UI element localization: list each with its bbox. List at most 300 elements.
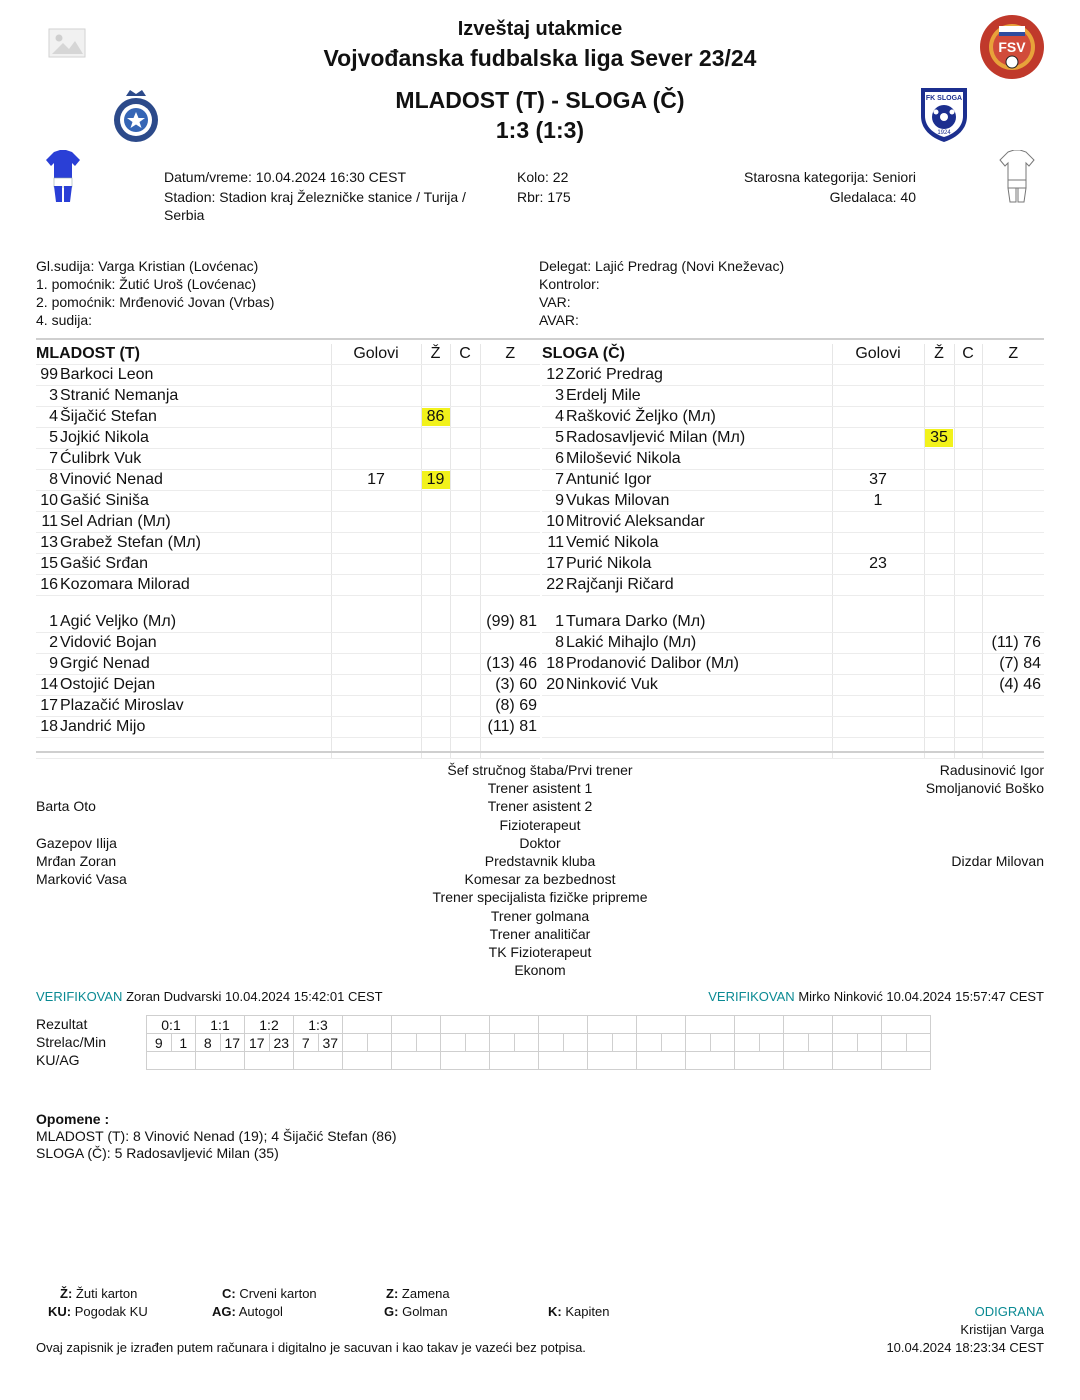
away-staff-name: Dizdar Milovan — [951, 852, 1044, 869]
ku-ag-cell — [245, 1052, 294, 1070]
player-number: 13 — [40, 534, 58, 551]
yellow-card-cell — [924, 470, 954, 491]
player-cell — [542, 675, 832, 696]
player-cell — [542, 717, 832, 738]
col-sub: Z — [982, 344, 1044, 365]
player-row — [36, 612, 540, 633]
yellow-card-cell — [924, 654, 954, 675]
report-timestamp: 10.04.2024 18:23:34 CEST — [886, 1340, 1044, 1355]
roster-header-row — [542, 344, 1044, 365]
match-round: Kolo: 22 — [517, 169, 569, 185]
staff-section — [36, 761, 1044, 979]
goals-cell — [832, 696, 924, 717]
staff-role: Trener asistent 1 — [487, 780, 593, 797]
red-card-cell — [954, 428, 982, 449]
result-row — [147, 1016, 931, 1034]
player-name: Erdelj Mile — [566, 387, 641, 404]
player-row — [542, 696, 1044, 717]
player-row — [36, 717, 540, 738]
substitution-cell — [982, 575, 1044, 596]
red-card-cell — [954, 491, 982, 512]
legend-goalkeeper: G: Golman — [384, 1304, 448, 1319]
result-cell — [539, 1016, 588, 1034]
player-name: Jandrić Mijo — [60, 718, 146, 735]
goals-cell — [331, 675, 421, 696]
goal-minute — [612, 1034, 637, 1052]
player-cell — [36, 554, 331, 575]
goals-cell: 17 — [331, 470, 421, 491]
goals-cell — [832, 512, 924, 533]
col-goals: Golovi — [331, 344, 421, 365]
substitution-cell — [982, 449, 1044, 470]
player-cell — [36, 470, 331, 491]
result-cell — [833, 1016, 882, 1034]
home-kit-icon — [44, 150, 82, 206]
substitution-cell: (11) 81 — [480, 717, 540, 738]
yellow-card-cell — [924, 512, 954, 533]
col-red: C — [450, 344, 480, 365]
player-row — [542, 365, 1044, 386]
player-row — [542, 470, 1044, 491]
scorer-number — [588, 1034, 613, 1052]
player-number: 8 — [555, 634, 564, 651]
player-number: 9 — [555, 492, 564, 509]
player-name: Plazačić Miroslav — [60, 697, 184, 714]
substitution-cell — [480, 470, 540, 491]
player-cell — [36, 491, 331, 512]
away-verification — [544, 988, 1044, 1005]
player-cell — [542, 654, 832, 675]
team-name: SLOGA (Č) — [542, 344, 832, 365]
result-cell — [490, 1016, 539, 1034]
staff-role: Trener asistent 2 — [487, 798, 593, 815]
player-cell — [542, 428, 832, 449]
staff-role: Trener specijalista fizičke pripreme — [432, 889, 648, 906]
player-name: Mitrović Aleksandar — [566, 513, 705, 530]
player-row — [542, 428, 1044, 449]
staff-role: Predstavnik kluba — [484, 852, 596, 869]
player-cell — [36, 717, 331, 738]
player-name: Jojkić Nikola — [60, 429, 149, 446]
ku-ag-cell — [490, 1052, 539, 1070]
substitution-cell — [480, 554, 540, 575]
result-cell: 0:1 — [147, 1016, 196, 1034]
player-number: 20 — [546, 676, 564, 693]
player-name: Prodanović Dalibor (Mл) — [566, 655, 739, 672]
yellow-card-cell — [924, 554, 954, 575]
yellow-card-cell — [421, 512, 450, 533]
player-name: Vemić Nikola — [566, 534, 659, 551]
yellow-card-cell — [421, 470, 450, 491]
col-red: C — [954, 344, 982, 365]
player-number: 14 — [40, 676, 58, 693]
ku-ag-cell — [784, 1052, 833, 1070]
staff-role: Šef stručnog štaba/Prvi trener — [447, 762, 633, 778]
goals-cell — [832, 449, 924, 470]
svg-text:FSV: FSV — [998, 39, 1026, 55]
substitution-cell — [982, 491, 1044, 512]
away-kit-icon — [998, 150, 1036, 206]
away-staff-name: Radusinović Igor — [939, 762, 1044, 778]
red-card-cell — [450, 365, 480, 386]
player-number: 5 — [49, 429, 58, 446]
svg-text:1924: 1924 — [937, 130, 951, 136]
staff-row — [36, 961, 1044, 979]
player-number: 4 — [555, 408, 564, 425]
player-cell — [542, 512, 832, 533]
red-card-cell — [954, 470, 982, 491]
player-row — [36, 575, 540, 596]
staff-row — [36, 834, 1044, 852]
player-name: Sel Adrian (Mл) — [60, 513, 171, 530]
player-number: 10 — [546, 513, 564, 530]
score-row-label-ku-ag: KU/AG — [36, 1052, 80, 1068]
match-rbr: Rbr: 175 — [517, 189, 571, 205]
result-cell — [784, 1016, 833, 1034]
player-number: 7 — [555, 471, 564, 488]
staff-row — [36, 797, 1044, 815]
result-cell: 1:2 — [245, 1016, 294, 1034]
league-title: Vojvođanska fudbalska liga Sever 23/24 — [323, 45, 757, 71]
goals-cell — [331, 738, 421, 759]
staff-role: Doktor — [519, 834, 561, 851]
scorer-number — [539, 1034, 564, 1052]
red-card-cell — [954, 533, 982, 554]
substitution-cell — [982, 717, 1044, 738]
player-number: 6 — [555, 450, 564, 467]
player-number: 5 — [555, 429, 564, 446]
scorer-number: 8 — [196, 1034, 221, 1052]
substitution-cell: (99) 81 — [480, 612, 540, 633]
goals-cell — [331, 365, 421, 386]
result-cell: 1:1 — [196, 1016, 245, 1034]
substitution-cell: (8) 69 — [480, 696, 540, 717]
staff-row — [36, 761, 1044, 779]
substitution-cell — [480, 512, 540, 533]
ku-ag-cell — [392, 1052, 441, 1070]
red-card-cell — [450, 696, 480, 717]
red-card-cell — [450, 675, 480, 696]
spacer-row — [36, 596, 540, 613]
player-row — [542, 575, 1044, 596]
col-sub: Z — [480, 344, 540, 365]
goals-cell — [832, 575, 924, 596]
goal-minute — [808, 1034, 833, 1052]
yellow-card-cell — [924, 696, 954, 717]
player-name: Purić Nikola — [566, 555, 652, 572]
ku-ag-cell — [882, 1052, 931, 1070]
yellow-card-cell — [421, 675, 450, 696]
goal-minute — [563, 1034, 588, 1052]
red-card-cell — [954, 696, 982, 717]
player-name: Stranić Nemanja — [60, 387, 179, 404]
red-card-cell — [450, 386, 480, 407]
ku-ag-cell — [588, 1052, 637, 1070]
player-row — [36, 428, 540, 449]
yellow-card-cell — [924, 386, 954, 407]
player-name: Vukas Milovan — [566, 492, 670, 509]
match-score: 1:3 (1:3) — [495, 117, 585, 143]
goals-cell — [331, 428, 421, 449]
yellow-card-cell — [421, 386, 450, 407]
goal-minute — [710, 1034, 735, 1052]
yellow-card-minute: 19 — [422, 471, 450, 489]
substitution-cell — [982, 554, 1044, 575]
scorer-number — [392, 1034, 417, 1052]
player-number: 12 — [546, 366, 564, 383]
player-number: 2 — [49, 634, 58, 651]
staff-row — [36, 870, 1044, 888]
player-row — [36, 554, 540, 575]
substitution-cell: (11) 76 — [982, 633, 1044, 654]
player-row — [542, 612, 1044, 633]
red-card-cell — [954, 612, 982, 633]
player-cell — [36, 575, 331, 596]
col-yellow: Ž — [924, 344, 954, 365]
home-staff-name: Mrđan Zoran — [36, 852, 117, 869]
player-number: 10 — [40, 492, 58, 509]
scorer-row — [147, 1034, 931, 1052]
staff-role: Komesar za bezbednost — [464, 871, 616, 888]
player-row — [542, 449, 1044, 470]
staff-row — [36, 852, 1044, 870]
match-datetime: Datum/vreme: 10.04.2024 16:30 CEST — [164, 169, 407, 185]
verified-label: VERIFIKOVAN — [36, 989, 123, 1004]
player-number: 7 — [49, 450, 58, 467]
staff-role: Ekonom — [514, 962, 566, 979]
scorer-number — [637, 1034, 662, 1052]
home-staff-name: Gazepov Ilija — [36, 834, 117, 851]
red-card-cell — [450, 654, 480, 675]
player-name: Ćulibrk Vuk — [60, 450, 142, 467]
ku-ag-cell — [833, 1052, 882, 1070]
player-row — [36, 407, 540, 428]
verified-label: VERIFIKOVAN — [708, 989, 795, 1004]
red-card-cell — [954, 449, 982, 470]
staff-row — [36, 925, 1044, 943]
staff-role: Trener analitičar — [489, 925, 591, 942]
goals-cell: 37 — [832, 470, 924, 491]
player-cell — [36, 696, 331, 717]
red-card-cell — [450, 512, 480, 533]
substitution-cell — [982, 612, 1044, 633]
match-status: ODIGRANA — [974, 1304, 1044, 1319]
player-name: Kozomara Milorad — [60, 576, 190, 593]
scorer-number — [343, 1034, 368, 1052]
scorer-number: 7 — [294, 1034, 319, 1052]
yellow-card-cell — [924, 738, 954, 759]
player-number: 22 — [546, 576, 564, 593]
legend-corner-goal: KU: Pogodak KU — [48, 1304, 148, 1319]
player-row — [36, 675, 540, 696]
home-verification — [36, 988, 536, 1005]
substitution-cell — [982, 470, 1044, 491]
player-cell — [36, 738, 331, 759]
goals-cell: 23 — [832, 554, 924, 575]
ku-ag-cell — [294, 1052, 343, 1070]
red-card-cell — [450, 575, 480, 596]
yellow-card-cell — [421, 717, 450, 738]
result-cell — [637, 1016, 686, 1034]
legend-yellow: Ž: Žuti karton — [60, 1286, 138, 1301]
goals-cell — [832, 717, 924, 738]
red-card-cell — [450, 428, 480, 449]
player-row — [542, 654, 1044, 675]
player-cell — [542, 407, 832, 428]
scorer-number — [833, 1034, 858, 1052]
red-card-cell — [450, 612, 480, 633]
red-card-cell — [954, 386, 982, 407]
player-cell — [36, 675, 331, 696]
substitution-cell — [982, 428, 1044, 449]
goals-cell — [331, 654, 421, 675]
yellow-card-cell — [421, 365, 450, 386]
ku-ag-cell — [735, 1052, 784, 1070]
player-row — [542, 675, 1044, 696]
yellow-card-cell — [421, 612, 450, 633]
player-name: Rajčanji Ričard — [566, 576, 674, 593]
player-number: 3 — [49, 387, 58, 404]
scorer-number — [686, 1034, 711, 1052]
yellow-card-cell — [924, 491, 954, 512]
delegate: Delegat: Lajić Predrag (Novi Kneževac) — [539, 258, 785, 274]
ku-ag-cell — [539, 1052, 588, 1070]
yellow-card-cell — [924, 449, 954, 470]
substitution-cell — [982, 512, 1044, 533]
attendance: Gledalaca: 40 — [829, 189, 916, 205]
substitution-cell — [480, 533, 540, 554]
substitution-cell: (4) 46 — [982, 675, 1044, 696]
player-row — [542, 491, 1044, 512]
result-cell: 1:3 — [294, 1016, 343, 1034]
player-row — [36, 696, 540, 717]
yellow-card-cell — [421, 633, 450, 654]
substitution-cell — [480, 738, 540, 759]
cautions-home: MLADOST (T): 8 Vinović Nenad (19); 4 Šijačić Stefan (86) — [36, 1128, 397, 1144]
corner-owngoal-row — [147, 1052, 931, 1070]
yellow-card-cell — [421, 449, 450, 470]
image-placeholder-icon — [48, 28, 86, 58]
legend-own-goal: AG: Autogol — [212, 1304, 283, 1319]
scorer-number — [735, 1034, 760, 1052]
player-name: Ostojić Dejan — [60, 676, 156, 693]
home-roster-table — [36, 344, 540, 759]
player-row — [36, 365, 540, 386]
yellow-card-cell — [924, 717, 954, 738]
assistant-referee-1: 1. pomoćnik: Žutić Uroš (Lovćenac) — [36, 276, 257, 292]
yellow-card-cell — [924, 428, 954, 449]
red-card-cell — [954, 407, 982, 428]
legend-sub: Z: Zamena — [386, 1286, 450, 1301]
substitution-cell — [480, 575, 540, 596]
player-number: 99 — [40, 366, 58, 383]
red-card-cell — [450, 407, 480, 428]
result-cell — [343, 1016, 392, 1034]
result-cell — [392, 1016, 441, 1034]
yellow-card-cell — [421, 533, 450, 554]
federation-logo — [979, 14, 1045, 80]
substitution-cell — [982, 533, 1044, 554]
player-name: Šijačić Stefan — [60, 408, 157, 425]
staff-role: Trener golmana — [490, 907, 590, 924]
player-cell — [542, 633, 832, 654]
goals-cell — [832, 738, 924, 759]
goals-cell — [331, 449, 421, 470]
player-cell — [36, 449, 331, 470]
staff-row — [36, 779, 1044, 797]
player-row — [36, 386, 540, 407]
cautions-away: SLOGA (Č): 5 Radosavljević Milan (35) — [36, 1145, 279, 1161]
staff-row — [36, 816, 1044, 834]
goals-cell — [832, 428, 924, 449]
team-name: MLADOST (T) — [36, 344, 331, 365]
substitution-cell — [480, 633, 540, 654]
player-cell — [542, 470, 832, 491]
goal-minute: 23 — [269, 1034, 294, 1052]
player-cell — [542, 533, 832, 554]
player-number: 11 — [547, 534, 564, 551]
goals-cell — [832, 365, 924, 386]
red-card-cell — [450, 533, 480, 554]
goals-cell — [331, 633, 421, 654]
staff-row — [36, 907, 1044, 925]
player-row — [542, 407, 1044, 428]
goal-minute — [661, 1034, 686, 1052]
player-row — [36, 449, 540, 470]
player-cell — [36, 654, 331, 675]
goals-cell — [331, 491, 421, 512]
goals-cell — [832, 386, 924, 407]
ku-ag-cell — [147, 1052, 196, 1070]
player-row — [542, 717, 1044, 738]
yellow-card-cell — [924, 612, 954, 633]
goals-cell — [331, 696, 421, 717]
player-cell — [36, 365, 331, 386]
red-card-cell — [954, 717, 982, 738]
yellow-card-cell — [421, 575, 450, 596]
match-title: MLADOST (T) - SLOGA (Č) — [395, 87, 685, 113]
player-row — [542, 633, 1044, 654]
avar-official: AVAR: — [539, 312, 579, 328]
substitution-cell — [480, 386, 540, 407]
player-name: Vidović Bojan — [60, 634, 157, 651]
player-name: Rašković Željko (Mл) — [566, 408, 716, 425]
substitution-cell — [982, 407, 1044, 428]
goal-minute: 1 — [171, 1034, 196, 1052]
staff-row — [36, 888, 1044, 906]
goal-minute — [416, 1034, 441, 1052]
goals-cell — [331, 533, 421, 554]
substitution-cell — [480, 428, 540, 449]
goals-cell — [832, 675, 924, 696]
verified-by: Mirko Ninković 10.04.2024 15:57:47 CEST — [798, 989, 1044, 1004]
col-yellow: Ž — [421, 344, 450, 365]
player-number: 3 — [555, 387, 564, 404]
home-staff-name: Marković Vasa — [36, 871, 127, 888]
report-title: Izveštaj utakmice — [457, 18, 623, 40]
ku-ag-cell — [686, 1052, 735, 1070]
yellow-card-cell — [421, 738, 450, 759]
player-cell — [36, 386, 331, 407]
player-row — [36, 654, 540, 675]
goal-minute: 17 — [220, 1034, 245, 1052]
yellow-card-cell — [924, 533, 954, 554]
away-roster-table — [542, 344, 1044, 759]
player-number: 18 — [546, 655, 564, 672]
red-card-cell — [450, 449, 480, 470]
player-name: Ninković Vuk — [566, 676, 658, 693]
red-card-cell — [450, 717, 480, 738]
